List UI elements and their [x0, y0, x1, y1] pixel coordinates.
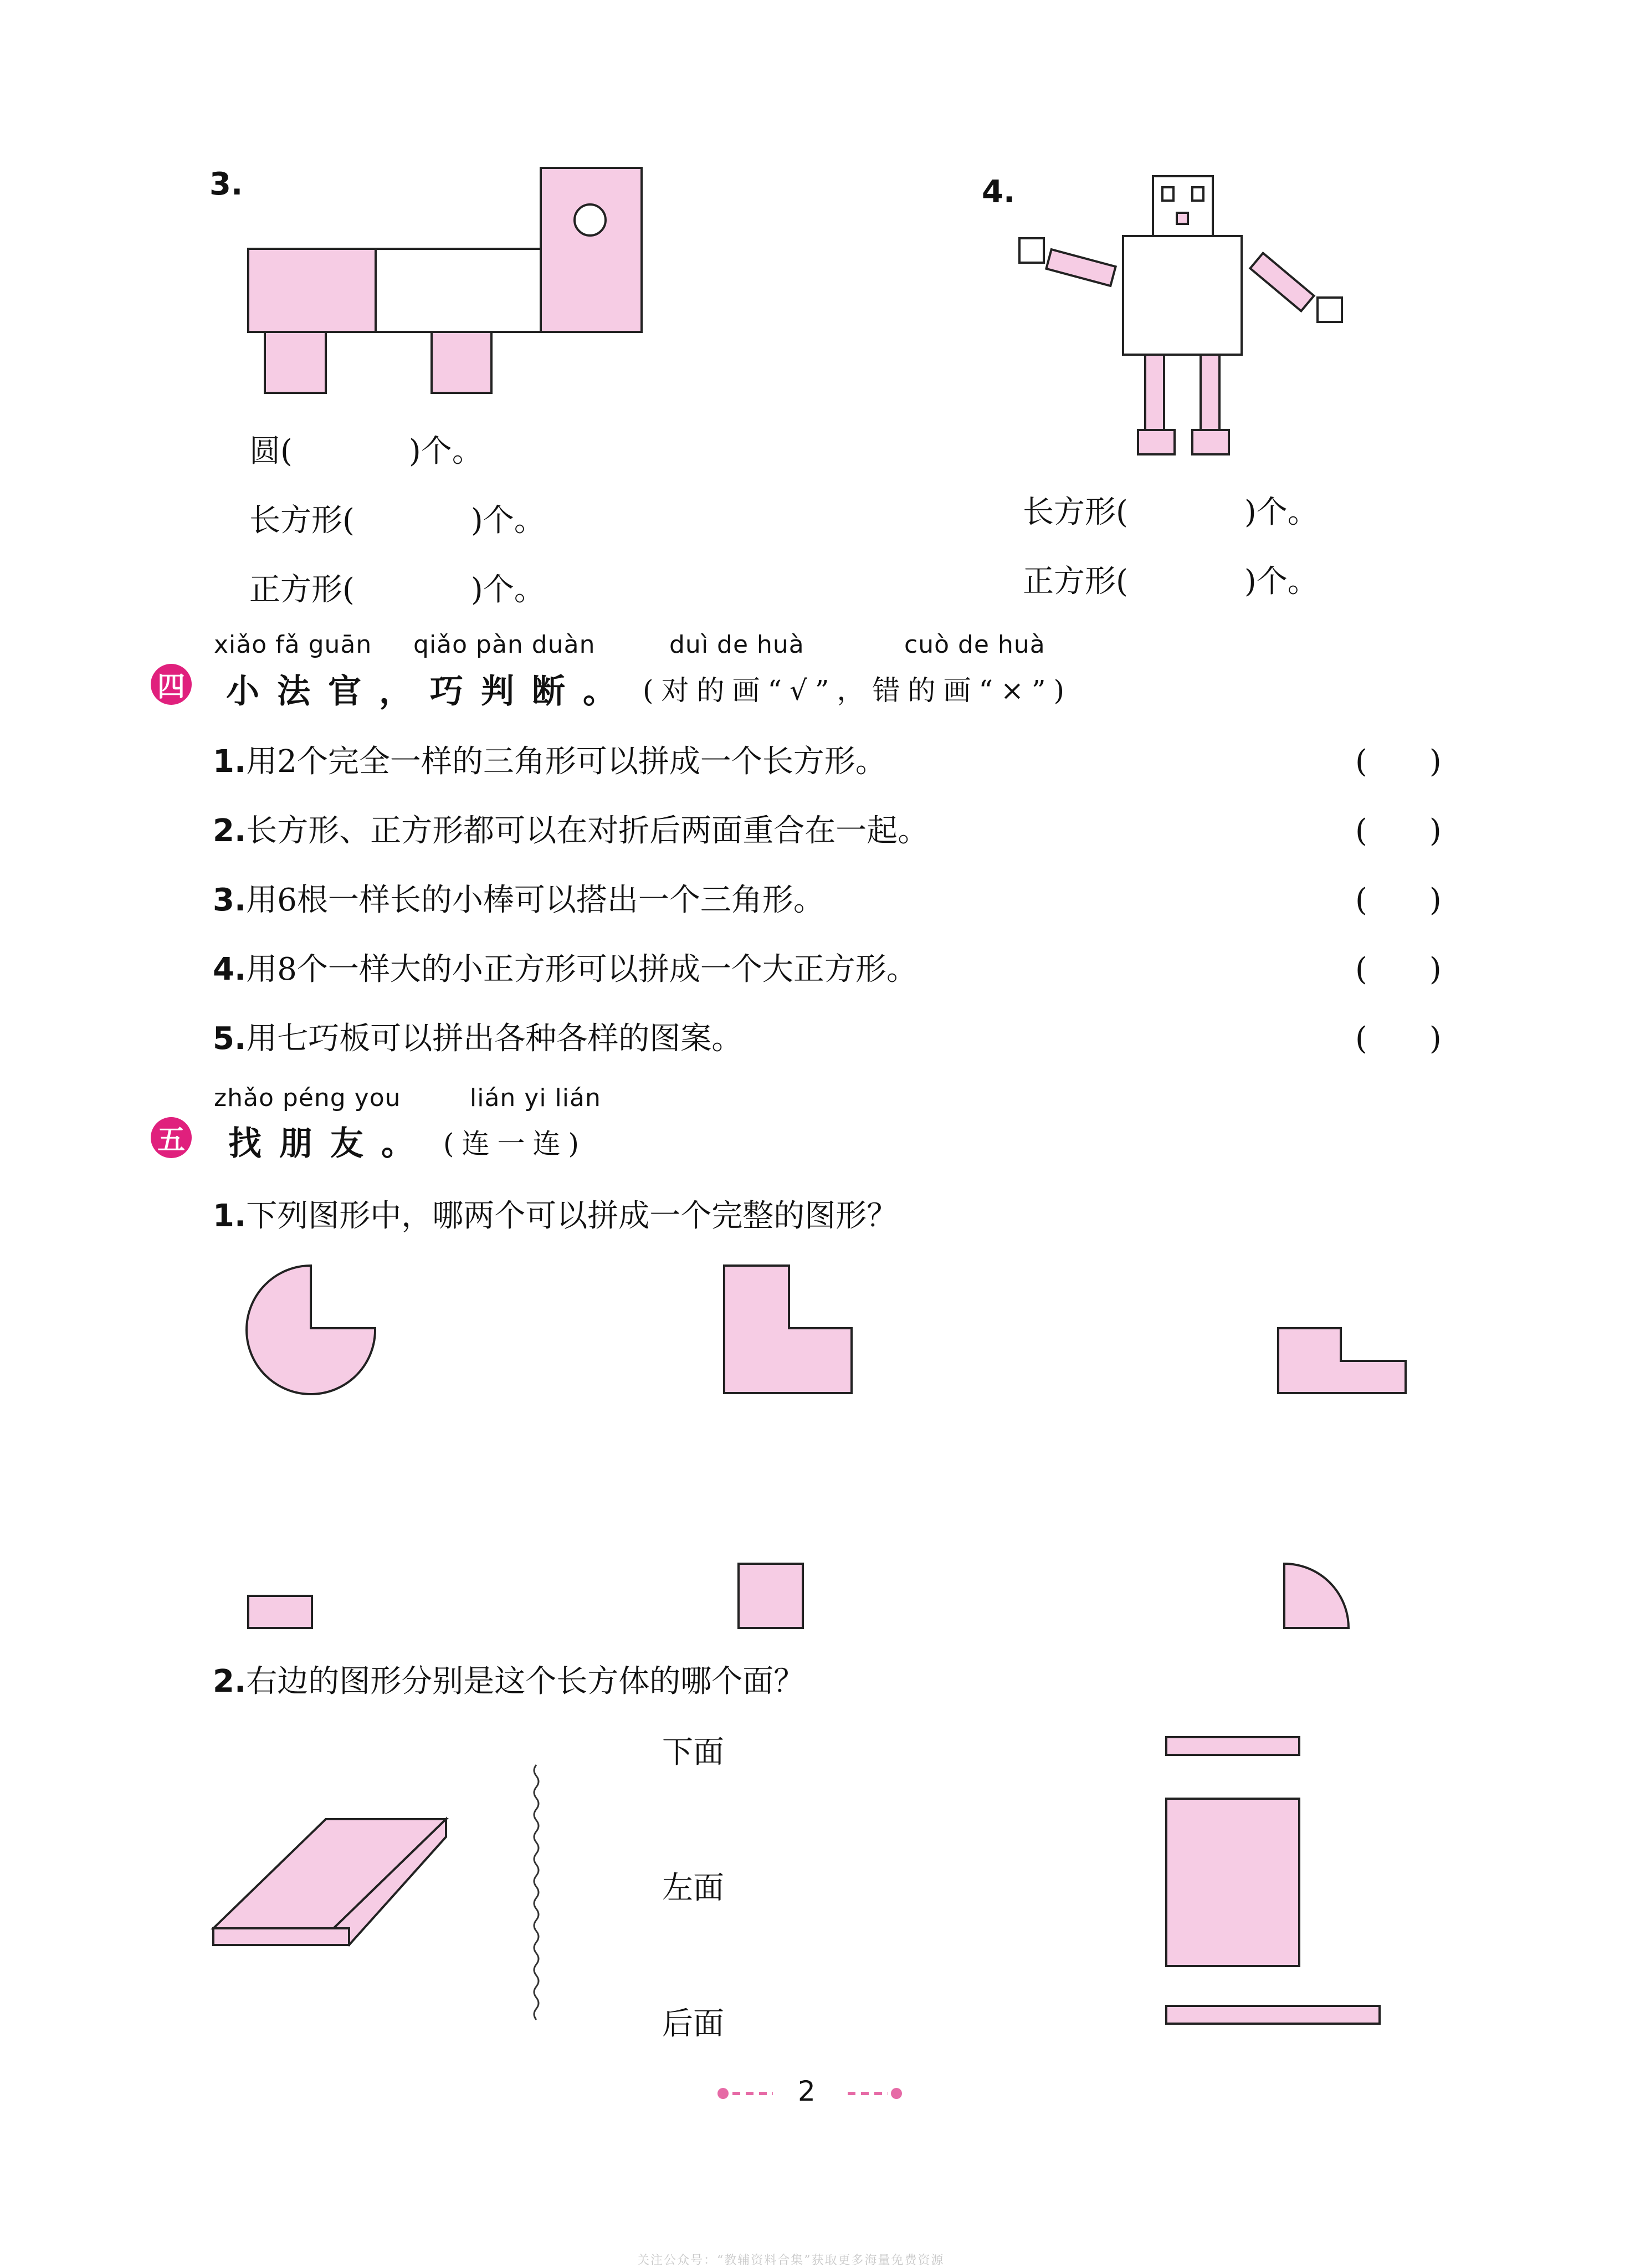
figure-3-square-count: 正方形( )个。: [249, 572, 545, 608]
question-1: 1.下列图形中，哪两个可以拼成一个完整的图形？: [213, 1198, 898, 1234]
judgement-item-1: 1.用2个完全一样的三角形可以拼成一个长方形。: [213, 744, 886, 780]
section5-pinyin-1: zhǎo péng you: [214, 1084, 401, 1112]
section4-title: 小法官，巧判断。: [226, 672, 634, 711]
figure-3-number: 3.: [209, 166, 243, 202]
answer-box-1[interactable]: ( ): [1355, 744, 1442, 780]
figure-4-square-count: 正方形( )个。: [1023, 564, 1319, 600]
section4-pinyin-3: duì de huà: [669, 631, 804, 659]
section4-pinyin-1: xiǎo fǎ guān: [214, 631, 372, 659]
section4-pinyin-2: qiǎo pàn duàn: [413, 631, 596, 659]
section4-instruction: (对的画“√”，错的画“×”): [643, 674, 1073, 706]
answer-box-3[interactable]: ( ): [1355, 882, 1442, 918]
section4-pinyin-4: cuò de huà: [904, 631, 1045, 659]
judgement-item-2: 2.长方形、正方形都可以在对折后两面重合在一起。: [213, 813, 929, 849]
face-label-left: 左面: [662, 1870, 724, 1906]
judgement-item-3: 3.用6根一样长的小棒可以搭出一个三角形。: [213, 882, 824, 918]
section5-pinyin-2: lián yi lián: [470, 1084, 601, 1112]
figure-4-rectangle-count: 长方形( )个。: [1023, 494, 1319, 530]
face-label-bottom: 下面: [662, 1734, 724, 1770]
section5-instruction: (连一连): [443, 1128, 587, 1160]
answer-box-4[interactable]: ( ): [1355, 951, 1442, 987]
page-number: 2: [798, 2075, 816, 2107]
section5-title: 找朋友。: [228, 1124, 432, 1163]
figure-4-number: 4.: [982, 174, 1016, 210]
section4-badge: 四: [151, 664, 192, 705]
judgement-item-5: 5.用七巧板可以拼出各种各样的图案。: [213, 1021, 743, 1057]
answer-box-5[interactable]: ( ): [1355, 1021, 1442, 1057]
judgement-item-4: 4.用8个一样大的小正方形可以拼成一个大正方形。: [213, 951, 917, 987]
figure-3-rectangle-count: 长方形( )个。: [249, 503, 545, 539]
face-label-back: 后面: [662, 2006, 724, 2042]
question-2: 2.右边的图形分别是这个长方体的哪个面？: [213, 1663, 805, 1699]
section5-badge: 五: [151, 1117, 192, 1158]
footer-note: 关注公众号：“教辅资料合集”获取更多海量免费资源: [637, 2254, 945, 2267]
figure-3-circle-count: 圆( )个。: [249, 433, 483, 469]
answer-box-2[interactable]: ( ): [1355, 813, 1442, 849]
